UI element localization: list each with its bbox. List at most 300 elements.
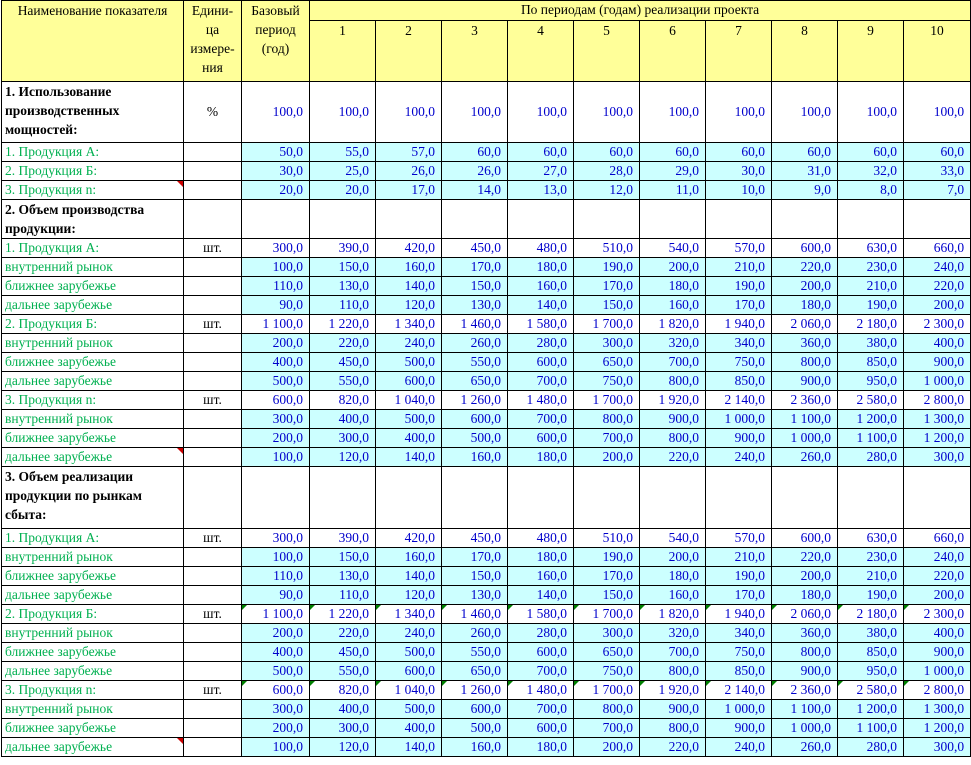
row-label: внутренний рынок xyxy=(2,410,184,429)
section-row xyxy=(2,467,971,529)
row-value: 2 800,0 xyxy=(904,681,971,700)
row-value: 380,0 xyxy=(838,624,904,643)
row-value: 190,0 xyxy=(838,296,904,315)
row-value: 140,0 xyxy=(376,277,442,296)
row-value: 260,0 xyxy=(442,334,508,353)
row-value: 160,0 xyxy=(442,448,508,467)
row-label: ближнее зарубежье xyxy=(2,719,184,738)
table-row xyxy=(2,548,971,567)
row-value: 1 580,0 xyxy=(508,605,574,624)
row-unit xyxy=(184,738,242,757)
row-value: 2 800,0 xyxy=(904,391,971,410)
year-header: 9 xyxy=(838,21,904,82)
section-value: 100,0 xyxy=(508,82,574,143)
row-value: 1 460,0 xyxy=(442,315,508,334)
row-value: 210,0 xyxy=(706,258,772,277)
row-value: 57,0 xyxy=(376,143,442,162)
row-label: ближнее зарубежье xyxy=(2,567,184,586)
row-value: 55,0 xyxy=(310,143,376,162)
row-value: 170,0 xyxy=(442,258,508,277)
row-value: 150,0 xyxy=(574,586,640,605)
row-value: 31,0 xyxy=(772,162,838,181)
row-value: 1 340,0 xyxy=(376,605,442,624)
row-value: 60,0 xyxy=(706,143,772,162)
row-value: 600,0 xyxy=(508,643,574,662)
row-unit: шт. xyxy=(184,315,242,334)
row-base-value: 90,0 xyxy=(242,296,310,315)
row-value: 570,0 xyxy=(706,529,772,548)
row-value: 650,0 xyxy=(442,372,508,391)
row-label: дальнее зарубежье xyxy=(2,662,184,681)
row-value: 600,0 xyxy=(508,353,574,372)
row-value: 400,0 xyxy=(904,334,971,353)
row-value: 130,0 xyxy=(442,296,508,315)
row-base-value: 200,0 xyxy=(242,624,310,643)
row-unit xyxy=(184,296,242,315)
row-value: 240,0 xyxy=(706,738,772,757)
row-value: 600,0 xyxy=(376,372,442,391)
row-value: 750,0 xyxy=(706,353,772,372)
row-value: 200,0 xyxy=(574,738,640,757)
row-value: 1 200,0 xyxy=(838,410,904,429)
table-row xyxy=(2,429,971,448)
row-value: 240,0 xyxy=(904,258,971,277)
row-label: 1. Продукция А: xyxy=(2,529,184,548)
section-value: 100,0 xyxy=(310,82,376,143)
row-value: 750,0 xyxy=(706,643,772,662)
row-value: 280,0 xyxy=(838,738,904,757)
row-value: 1 920,0 xyxy=(640,681,706,700)
row-value: 14,0 xyxy=(442,181,508,200)
row-label: ближнее зарубежье xyxy=(2,277,184,296)
row-value: 200,0 xyxy=(640,258,706,277)
row-base-value: 1 100,0 xyxy=(242,315,310,334)
row-label: 2. Продукция Б: xyxy=(2,605,184,624)
row-value: 800,0 xyxy=(640,719,706,738)
empty-cell xyxy=(242,467,310,529)
row-value: 1 480,0 xyxy=(508,681,574,700)
row-value: 1 260,0 xyxy=(442,681,508,700)
table-row xyxy=(2,719,971,738)
row-value: 1 300,0 xyxy=(904,410,971,429)
row-value: 600,0 xyxy=(442,700,508,719)
row-value: 400,0 xyxy=(310,410,376,429)
row-unit xyxy=(184,372,242,391)
section-value: 100,0 xyxy=(904,82,971,143)
row-unit xyxy=(184,719,242,738)
row-unit: шт. xyxy=(184,681,242,700)
section-unit xyxy=(184,467,242,529)
row-value: 200,0 xyxy=(904,296,971,315)
empty-cell xyxy=(508,467,574,529)
row-value: 650,0 xyxy=(442,662,508,681)
row-value: 700,0 xyxy=(508,410,574,429)
row-value: 510,0 xyxy=(574,529,640,548)
table-row xyxy=(2,334,971,353)
row-value: 1 200,0 xyxy=(904,429,971,448)
row-value: 1 700,0 xyxy=(574,681,640,700)
col-base-header: Базовый период (год) xyxy=(242,1,310,82)
row-value: 800,0 xyxy=(640,662,706,681)
empty-cell xyxy=(376,200,442,239)
row-value: 220,0 xyxy=(310,624,376,643)
section-base-value: 100,0 xyxy=(242,82,310,143)
row-base-value: 200,0 xyxy=(242,719,310,738)
row-value: 170,0 xyxy=(442,548,508,567)
row-value: 420,0 xyxy=(376,239,442,258)
row-unit xyxy=(184,643,242,662)
row-value: 170,0 xyxy=(706,296,772,315)
row-value: 550,0 xyxy=(442,643,508,662)
row-value: 180,0 xyxy=(772,586,838,605)
row-value: 800,0 xyxy=(574,700,640,719)
table-row xyxy=(2,681,971,700)
row-value: 140,0 xyxy=(376,567,442,586)
section-value: 100,0 xyxy=(376,82,442,143)
row-label: дальнее зарубежье xyxy=(2,738,184,757)
row-label: 2. Продукция Б: xyxy=(2,162,184,181)
row-base-value: 500,0 xyxy=(242,372,310,391)
row-value: 2 180,0 xyxy=(838,605,904,624)
row-value: 200,0 xyxy=(574,448,640,467)
row-value: 160,0 xyxy=(508,567,574,586)
section-unit xyxy=(184,200,242,239)
row-value: 300,0 xyxy=(310,429,376,448)
row-base-value: 20,0 xyxy=(242,181,310,200)
row-value: 260,0 xyxy=(772,738,838,757)
row-label: дальнее зарубежье xyxy=(2,586,184,605)
row-value: 1 940,0 xyxy=(706,605,772,624)
row-value: 17,0 xyxy=(376,181,442,200)
row-value: 2 140,0 xyxy=(706,391,772,410)
row-value: 500,0 xyxy=(376,643,442,662)
row-value: 550,0 xyxy=(310,662,376,681)
row-value: 1 000,0 xyxy=(706,410,772,429)
row-value: 150,0 xyxy=(310,258,376,277)
row-value: 110,0 xyxy=(310,586,376,605)
row-value: 750,0 xyxy=(574,372,640,391)
row-value: 570,0 xyxy=(706,239,772,258)
row-value: 600,0 xyxy=(442,410,508,429)
row-value: 2 140,0 xyxy=(706,681,772,700)
row-value: 900,0 xyxy=(904,643,971,662)
row-value: 1 220,0 xyxy=(310,605,376,624)
row-value: 800,0 xyxy=(772,643,838,662)
row-value: 400,0 xyxy=(310,700,376,719)
empty-cell xyxy=(904,467,971,529)
row-value: 230,0 xyxy=(838,258,904,277)
row-value: 200,0 xyxy=(640,548,706,567)
row-value: 190,0 xyxy=(706,277,772,296)
row-label: внутренний рынок xyxy=(2,624,184,643)
row-value: 360,0 xyxy=(772,334,838,353)
row-value: 240,0 xyxy=(706,448,772,467)
row-value: 1 000,0 xyxy=(904,372,971,391)
row-unit xyxy=(184,410,242,429)
row-base-value: 300,0 xyxy=(242,410,310,429)
row-label: внутренний рынок xyxy=(2,334,184,353)
section-value: 100,0 xyxy=(772,82,838,143)
row-value: 30,0 xyxy=(706,162,772,181)
row-value: 210,0 xyxy=(838,567,904,586)
row-value: 600,0 xyxy=(772,529,838,548)
row-value: 170,0 xyxy=(574,567,640,586)
row-value: 1 100,0 xyxy=(772,410,838,429)
section-row xyxy=(2,200,971,239)
row-value: 850,0 xyxy=(706,372,772,391)
empty-cell xyxy=(442,200,508,239)
row-label: 2. Продукция Б: xyxy=(2,315,184,334)
row-value: 60,0 xyxy=(640,143,706,162)
section-value: 100,0 xyxy=(706,82,772,143)
row-value: 1 200,0 xyxy=(904,719,971,738)
row-value: 2 580,0 xyxy=(838,681,904,700)
table-row xyxy=(2,738,971,757)
table-row xyxy=(2,162,971,181)
row-value: 180,0 xyxy=(772,296,838,315)
row-value: 300,0 xyxy=(904,738,971,757)
row-unit xyxy=(184,162,242,181)
row-value: 1 000,0 xyxy=(772,719,838,738)
row-base-value: 110,0 xyxy=(242,277,310,296)
row-value: 120,0 xyxy=(310,738,376,757)
row-value: 900,0 xyxy=(772,372,838,391)
row-value: 200,0 xyxy=(772,277,838,296)
row-value: 1 000,0 xyxy=(904,662,971,681)
table-row xyxy=(2,353,971,372)
row-value: 60,0 xyxy=(574,143,640,162)
row-value: 800,0 xyxy=(640,429,706,448)
row-value: 630,0 xyxy=(838,529,904,548)
row-unit xyxy=(184,624,242,643)
row-base-value: 500,0 xyxy=(242,662,310,681)
header-row-1 xyxy=(2,1,971,21)
row-value: 26,0 xyxy=(442,162,508,181)
row-value: 1 820,0 xyxy=(640,315,706,334)
table-row xyxy=(2,372,971,391)
row-base-value: 200,0 xyxy=(242,334,310,353)
row-value: 1 480,0 xyxy=(508,391,574,410)
row-value: 450,0 xyxy=(442,239,508,258)
section-value: 100,0 xyxy=(574,82,640,143)
row-label: 3. Продукция n: xyxy=(2,181,184,200)
section-value: 100,0 xyxy=(442,82,508,143)
row-value: 150,0 xyxy=(442,567,508,586)
row-value: 850,0 xyxy=(706,662,772,681)
table-row xyxy=(2,410,971,429)
row-value: 60,0 xyxy=(904,143,971,162)
empty-cell xyxy=(242,200,310,239)
row-value: 800,0 xyxy=(640,372,706,391)
row-base-value: 600,0 xyxy=(242,391,310,410)
row-value: 850,0 xyxy=(838,643,904,662)
row-value: 160,0 xyxy=(442,738,508,757)
row-value: 9,0 xyxy=(772,181,838,200)
row-value: 220,0 xyxy=(640,448,706,467)
row-value: 500,0 xyxy=(442,429,508,448)
row-unit xyxy=(184,586,242,605)
empty-cell xyxy=(772,200,838,239)
project-table xyxy=(1,0,971,757)
row-unit: шт. xyxy=(184,391,242,410)
empty-cell xyxy=(310,467,376,529)
row-value: 210,0 xyxy=(838,277,904,296)
row-value: 2 360,0 xyxy=(772,681,838,700)
row-value: 450,0 xyxy=(442,529,508,548)
row-value: 2 580,0 xyxy=(838,391,904,410)
row-value: 2 180,0 xyxy=(838,315,904,334)
row-value: 180,0 xyxy=(508,738,574,757)
row-value: 660,0 xyxy=(904,529,971,548)
row-value: 60,0 xyxy=(442,143,508,162)
table-row xyxy=(2,700,971,719)
row-value: 180,0 xyxy=(640,277,706,296)
row-value: 850,0 xyxy=(838,353,904,372)
row-value: 33,0 xyxy=(904,162,971,181)
row-base-value: 300,0 xyxy=(242,529,310,548)
row-value: 220,0 xyxy=(640,738,706,757)
row-value: 260,0 xyxy=(772,448,838,467)
row-value: 1 700,0 xyxy=(574,315,640,334)
row-label: ближнее зарубежье xyxy=(2,429,184,448)
row-value: 120,0 xyxy=(310,448,376,467)
row-value: 650,0 xyxy=(574,353,640,372)
table-row xyxy=(2,448,971,467)
row-value: 27,0 xyxy=(508,162,574,181)
row-base-value: 100,0 xyxy=(242,258,310,277)
row-base-value: 300,0 xyxy=(242,239,310,258)
row-value: 1 100,0 xyxy=(838,719,904,738)
row-value: 390,0 xyxy=(310,239,376,258)
row-value: 550,0 xyxy=(310,372,376,391)
row-value: 60,0 xyxy=(508,143,574,162)
row-value: 400,0 xyxy=(904,624,971,643)
row-value: 230,0 xyxy=(838,548,904,567)
empty-cell xyxy=(838,467,904,529)
row-value: 1 100,0 xyxy=(838,429,904,448)
row-value: 400,0 xyxy=(376,429,442,448)
table-row xyxy=(2,624,971,643)
row-value: 1 460,0 xyxy=(442,605,508,624)
row-value: 130,0 xyxy=(310,277,376,296)
row-value: 140,0 xyxy=(376,738,442,757)
row-value: 500,0 xyxy=(376,700,442,719)
row-base-value: 400,0 xyxy=(242,643,310,662)
row-value: 450,0 xyxy=(310,353,376,372)
row-value: 600,0 xyxy=(772,239,838,258)
row-value: 1 820,0 xyxy=(640,605,706,624)
row-value: 240,0 xyxy=(376,334,442,353)
year-header: 6 xyxy=(640,21,706,82)
row-value: 380,0 xyxy=(838,334,904,353)
col-periods-header: По периодам (годам) реализации проекта xyxy=(310,1,971,21)
row-unit: шт. xyxy=(184,529,242,548)
empty-cell xyxy=(376,467,442,529)
row-value: 300,0 xyxy=(574,624,640,643)
row-value: 7,0 xyxy=(904,181,971,200)
row-value: 1 700,0 xyxy=(574,605,640,624)
row-value: 1 940,0 xyxy=(706,315,772,334)
row-unit xyxy=(184,662,242,681)
row-base-value: 100,0 xyxy=(242,738,310,757)
row-value: 600,0 xyxy=(508,719,574,738)
empty-cell xyxy=(838,200,904,239)
row-value: 150,0 xyxy=(310,548,376,567)
row-value: 540,0 xyxy=(640,239,706,258)
row-value: 210,0 xyxy=(706,548,772,567)
row-label: 3. Продукция n: xyxy=(2,391,184,410)
row-value: 130,0 xyxy=(442,586,508,605)
row-base-value: 50,0 xyxy=(242,143,310,162)
year-header: 3 xyxy=(442,21,508,82)
table-row xyxy=(2,277,971,296)
row-value: 800,0 xyxy=(574,410,640,429)
row-value: 140,0 xyxy=(508,296,574,315)
row-value: 900,0 xyxy=(706,429,772,448)
row-label: внутренний рынок xyxy=(2,548,184,567)
row-value: 650,0 xyxy=(574,643,640,662)
row-value: 160,0 xyxy=(376,548,442,567)
row-value: 2 300,0 xyxy=(904,315,971,334)
row-value: 1 040,0 xyxy=(376,391,442,410)
row-base-value: 100,0 xyxy=(242,548,310,567)
row-unit: шт. xyxy=(184,605,242,624)
row-value: 1 260,0 xyxy=(442,391,508,410)
table-row xyxy=(2,239,971,258)
year-header: 10 xyxy=(904,21,971,82)
section-row xyxy=(2,82,971,143)
col-unit-header: Едини-ца измере-ния xyxy=(184,1,242,82)
row-value: 13,0 xyxy=(508,181,574,200)
row-value: 700,0 xyxy=(574,719,640,738)
row-value: 480,0 xyxy=(508,239,574,258)
row-value: 160,0 xyxy=(508,277,574,296)
row-value: 160,0 xyxy=(376,258,442,277)
empty-cell xyxy=(772,467,838,529)
row-value: 150,0 xyxy=(442,277,508,296)
row-base-value: 1 100,0 xyxy=(242,605,310,624)
row-label: 1. Продукция А: xyxy=(2,143,184,162)
row-value: 240,0 xyxy=(376,624,442,643)
empty-cell xyxy=(310,200,376,239)
row-value: 2 060,0 xyxy=(772,315,838,334)
row-value: 2 300,0 xyxy=(904,605,971,624)
row-value: 510,0 xyxy=(574,239,640,258)
row-value: 1 000,0 xyxy=(772,429,838,448)
row-value: 900,0 xyxy=(640,700,706,719)
row-value: 1 340,0 xyxy=(376,315,442,334)
row-value: 450,0 xyxy=(310,643,376,662)
row-value: 1 100,0 xyxy=(772,700,838,719)
col-name-header: Наименование показателя xyxy=(2,1,184,82)
year-header: 1 xyxy=(310,21,376,82)
row-value: 11,0 xyxy=(640,181,706,200)
row-value: 10,0 xyxy=(706,181,772,200)
row-base-value: 600,0 xyxy=(242,681,310,700)
row-value: 170,0 xyxy=(706,586,772,605)
row-value: 180,0 xyxy=(508,258,574,277)
row-value: 150,0 xyxy=(574,296,640,315)
row-label: ближнее зарубежье xyxy=(2,643,184,662)
table-row xyxy=(2,529,971,548)
row-value: 160,0 xyxy=(640,296,706,315)
row-base-value: 200,0 xyxy=(242,429,310,448)
row-value: 220,0 xyxy=(904,277,971,296)
row-value: 320,0 xyxy=(640,334,706,353)
row-base-value: 30,0 xyxy=(242,162,310,181)
row-value: 950,0 xyxy=(838,662,904,681)
row-value: 8,0 xyxy=(838,181,904,200)
